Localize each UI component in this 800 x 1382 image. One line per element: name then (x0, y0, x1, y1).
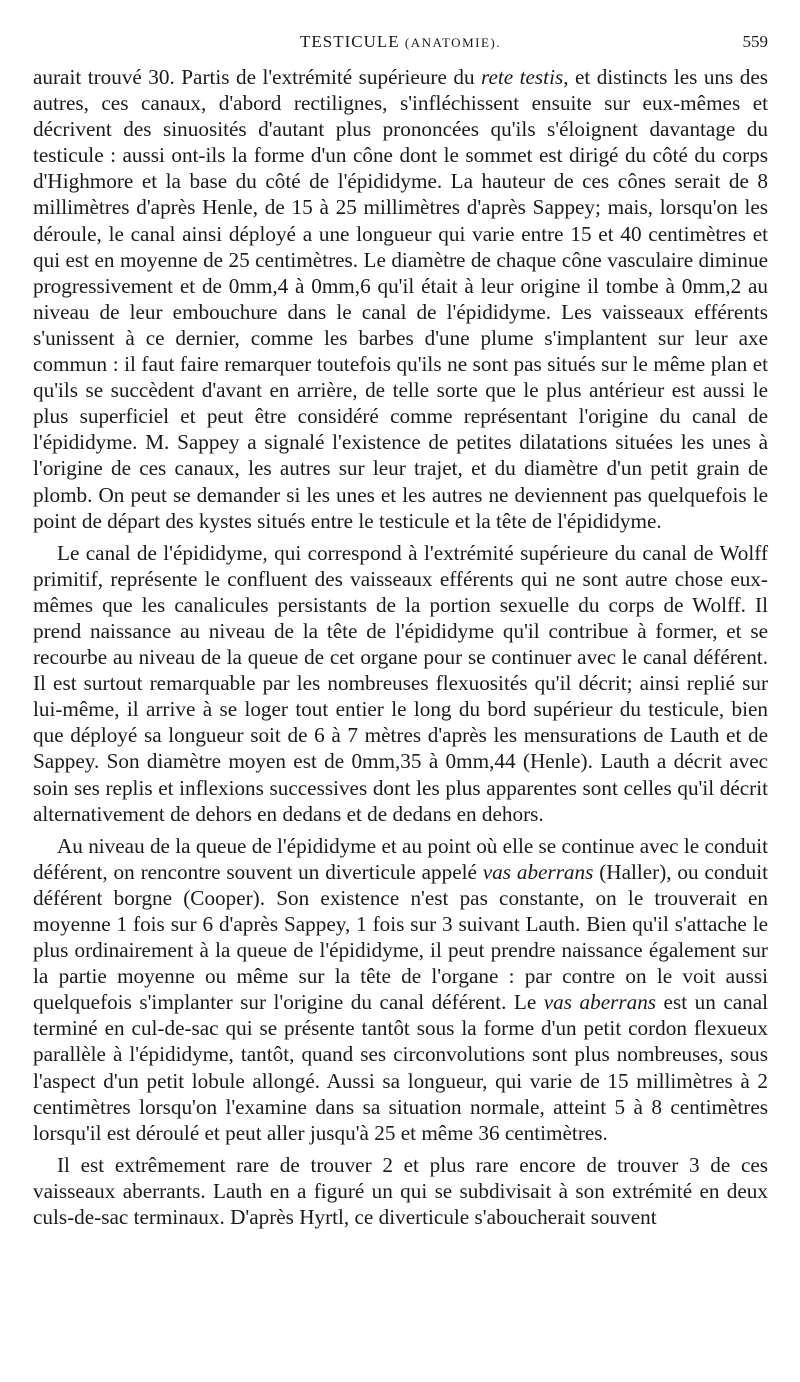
text-run: Au niveau de la queue de l'épididyme et au point où elle se continue avec le conduit déférent, on rencontre souvent un diverticule appelé (33, 833, 769, 884)
running-title (33, 32, 768, 52)
body-text (33, 64, 768, 1230)
header-title: TESTICULE (300, 32, 400, 51)
italic-term: vas aberrans (482, 859, 594, 884)
text-run: , et distincts les uns des autres, ces canaux, d'abord rectilignes, s'infléchissent ensuite sur eux-mêmes et décrivent des sinuosités d'autant plus prononcées qu'ils s'éloignent davantage du testicule : aussi ont-ils la forme d'un cône dont le sommet est dirigé du côté du corps d'Highmore et la base du côté de l'épididyme. La hauteur de ces cônes serait de 8 millimètres d'après Henle, de 15 à 25 millimètres d'après Sappey; mais, lorsqu'on les déroule, le canal ainsi déployé a une longueur qui varie entre 15 et 40 centimètres et qui est en moyenne de 25 centimètres. Le diamètre de chaque cône vasculaire diminue progressivement et de 0mm,4 à 0mm,6 qu'il était à leur origine il tombe à 0mm,2 au niveau de leur embouchure dans le canal de l'épididyme. Les vaisseaux efférents s'unissent à ce dernier, comme les barbes d'une plume s'implantent sur leur axe commun : il faut faire remarquer toutefois qu'ils ne sont pas situés sur le même plan et qu'ils se succèdent d'avant en arrière, de telle sorte que le plus antérieur est aussi le plus superficiel et peut être considéré comme représentant l'origine du canal de l'épididyme. M. Sappey a signalé l'existence de petites dilatations situées les unes à l'origine de ces canaux, les autres sur leur trajet, et du diamètre d'un petit grain de plomb. On peut se demander si les unes et les autres ne deviennent pas quelquefois le point de départ des kystes situés entre le testicule et la tête de l'épididyme. (33, 65, 768, 533)
document-page (33, 30, 768, 1236)
text-run: Il est extrêmement rare de trouver 2 et plus rare encore de trouver 3 de ces vaisseaux aberrants. Lauth en a figuré un qui se subdivisait à son extrémité en deux culs-de-sac terminaux. D'après Hyrtl, ce diverticule s'aboucherait souvent (33, 1152, 768, 1230)
text-run: (Haller), ou conduit déférent borgne (Cooper). Son existence n'est pas constante, on le trouverait en moyenne 1 fois sur 6 d'après Sappey, 1 fois sur 3 suivant Lauth. Bien qu'il s'attache le plus ordinairement à la queue de l'épididyme, il peut prendre naissance également sur la partie moyenne ou même sur la tête de l'organe : par contre on le voit aussi quelquefois s'implanter sur l'origine du canal déférent. Le (33, 859, 768, 1015)
paragraph (33, 64, 768, 534)
paragraph (33, 540, 768, 827)
text-run: aurait trouvé 30. Partis de l'extrémité supérieure du (33, 65, 482, 89)
text-run: est un canal terminé en cul-de-sac qui se présente tantôt sous la forme d'un petit cordon flexueux parallèle à l'épididyme, tantôt, quand ses circonvolutions sont plus nombreuses, sous l'aspect d'un petit lobule allongé. Aussi sa longueur, qui varie de 15 millimètres à 2 centimètres lorsqu'on l'examine dans sa situation normale, atteint 5 à 8 centimètres lorsqu'il est déroulé et peut aller jusqu'à 25 et même 36 centimètres. (33, 990, 769, 1145)
paragraph (33, 833, 768, 1146)
page-number: 559 (742, 32, 768, 51)
paragraph (33, 1152, 768, 1230)
text-run: Le canal de l'épididyme, qui correspond à l'extrémité supérieure du canal de Wolff primitif, représente le confluent des vaisseaux efférents qui ne sont autre chose eux-mêmes que les canalicules persistants de la portion sexuelle du corps de Wolff. Il prend naissance au niveau de la tête de l'épididyme qu'il contribue à former, et se recourbe au niveau de la queue de cet organe pour se continuer avec le canal déférent. Il est surtout remarquable par les nombreuses flexuosités qu'il décrit; ainsi replié sur lui-même, il arrive à se loger tout entier le long du bord supérieur du testicule, bien que déployé sa longueur soit de 6 à 7 mètres d'après les mensurations de Lauth et de Sappey. Son diamètre moyen est de 0mm,35 à 0mm,44 (Henle). Lauth a décrit avec soin ses replis et inflexions successives dont les plus apparentes sont celles qu'il décrit alternativement de dehors en dedans et de dedans en dehors. (33, 540, 768, 826)
header-subtitle: (ANATOMIE). (404, 35, 501, 50)
italic-term: rete testis (481, 65, 564, 89)
running-header (33, 30, 768, 60)
italic-term: vas aberrans (543, 990, 657, 1015)
